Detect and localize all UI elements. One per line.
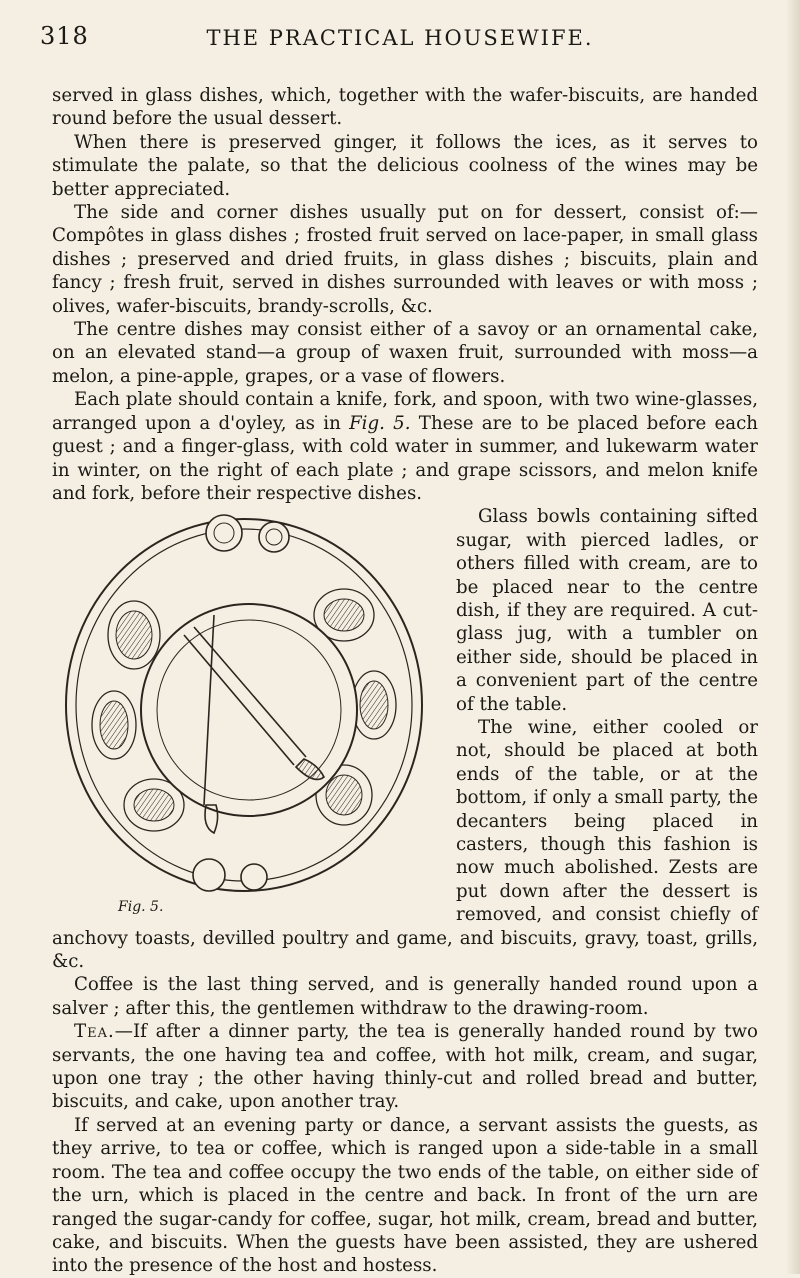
paragraph-tea [52, 1020, 758, 1114]
figure-caption: Fig. 5. [118, 898, 164, 915]
page-edge-shadow [786, 0, 800, 1274]
body-text [52, 84, 758, 1278]
paragraph-5 [52, 388, 758, 505]
fig-reference: Fig. 5. [349, 412, 411, 434]
paragraph-4: The centre dishes may consist either of a savoy or an ornamental cake, on an elevated stand—a group of waxen fruit, surrounded with moss—a melon, a pine-apple, grapes, or a vase of flowers. [52, 319, 758, 387]
tea-lead: Tea. [74, 1021, 115, 1043]
paragraph-5-part1: Each plate should contain a knife, fork, and spoon, with two wine-glasses, arranged upon a d'oyley, as in [52, 389, 758, 434]
paragraph-6: Glass bowls containing sifted sugar, with pierced ladles, or others filled with cream, are to be placed near to the centre dish, if they are required. A cut-glass jug, with a tumbler on either side, should be placed in a convenient part of the centre of the table. [456, 506, 758, 715]
paragraph-5-part2: These are to be placed before each guest ; and a finger-glass, with cold water in summer, and lukewarm water in winter, on the right of each plate ; and grape scissors, and melon knife and fork, before their respective dishes. [52, 412, 758, 504]
paragraph-3: The side and corner dishes usually put on for dessert, consist of:— Compôtes in glass dishes ; frosted fruit served on lace-paper, in small glass dishes ; preserved and dried fruits, in glass dishes ; biscuits, plain and fancy ; fresh fruit, served in dishes surrounded with leaves or with moss ; olives, wafer-biscuits, brandy-scrolls, &c. [52, 202, 758, 317]
running-title: THE PRACTICAL HOUSEWIFE. [206, 26, 594, 50]
page-number: 318 [40, 22, 89, 50]
tea-rest: —If after a dinner party, the tea is generally handed round by two servants, the one having tea and coffee, with hot milk, cream, and sugar, upon one tray ; the other having thinly-cut and rolled bread and butter, biscuits, and cake, upon another tray. [52, 1021, 758, 1113]
paragraph-8: Coffee is the last thing served, and is generally handed round upon a salver ; after this, the gentlemen withdraw to the drawing-room. [52, 974, 758, 1019]
paragraph-final: If served at an evening party or dance, a servant assists the guests, as they arrive, to tea or coffee, which is ranged upon a side-table in a small room. The tea and coffee occupy the two ends of the table, on either side of the urn, which is placed in the centre and back. In front of the urn are ranged the sugar-candy for coffee, sugar, hot milk, cream, bread and butter, cake, and biscuits. When the guests have been assisted, they are ushered into the presence of the host and hostess. [52, 1114, 758, 1277]
doily-with-wine-glasses-illustration [44, 505, 450, 905]
paragraph-2: When there is preserved ginger, it follows the ices, as it serves to stimulate the palate, so that the delicious coolness of the wines may be better appreciated. [52, 131, 758, 200]
figure-5 [44, 505, 450, 921]
paragraph-1: served in glass dishes, which, together with the wafer-biscuits, are handed round before the usual dessert. [52, 85, 758, 130]
paragraph-7: The wine, either cooled or not, should be placed at both ends of the table, or at the bottom, if only a small party, the decanters being placed in casters, though this fashion is now much abolished. Zests are put down after the dessert is removed, and consist chiefly of anchovy toasts, devilled poultry and game, and biscuits, gravy, toast, grills, &c. [52, 716, 758, 973]
